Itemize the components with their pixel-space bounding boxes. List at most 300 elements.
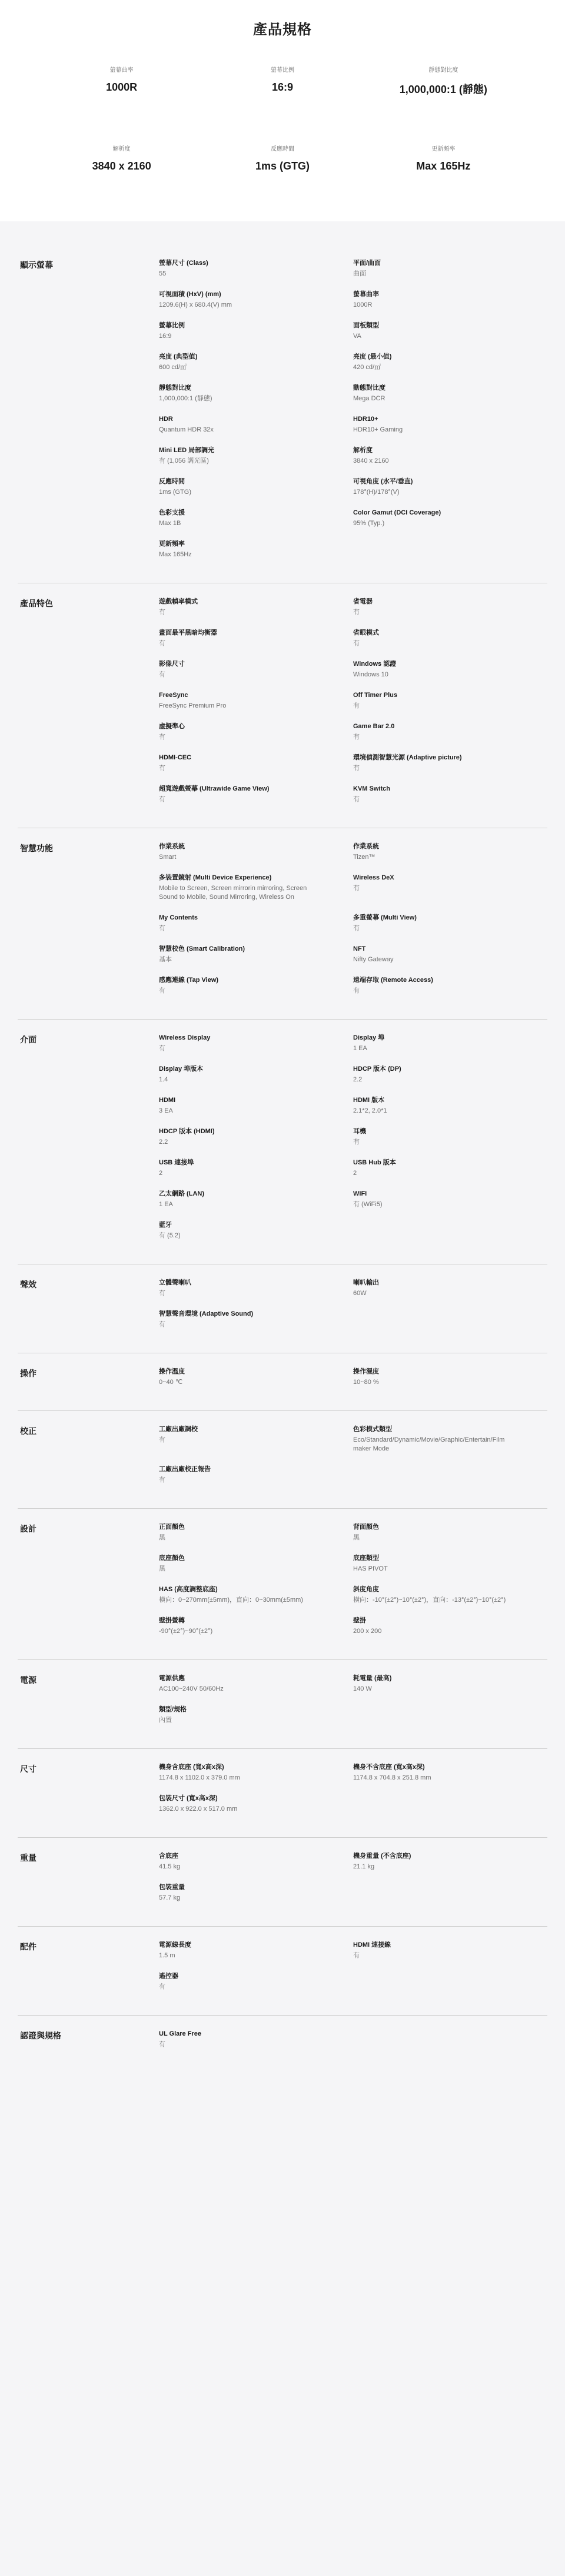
spec-label: 反應時間 (159, 478, 185, 485)
spec-value: 有 (353, 925, 360, 932)
spec-item (353, 722, 547, 742)
spec-value: Mobile to Screen, Screen mirrorin mirroring, Screen Sound to Mobile, Sound Mirroring, Wireless On (159, 885, 307, 901)
spec-label: 機身含底座 (寬x高x深) (159, 1764, 224, 1771)
spec-item (353, 785, 547, 804)
highlight-item (202, 144, 363, 172)
spec-item (353, 1158, 547, 1178)
spec-item (159, 477, 353, 497)
spec-label: 虛擬準心 (159, 723, 185, 730)
spec-label: 動態對比度 (353, 384, 385, 391)
spec-item (159, 1279, 353, 1298)
spec-item (159, 945, 353, 964)
spec-value: 1174.8 x 704.8 x 251.8 mm (353, 1774, 431, 1781)
spec-item (353, 1674, 547, 1694)
section-title: 認證與規格 (20, 2031, 61, 2040)
spec-value: 2.2 (353, 1076, 363, 1083)
spec-item (159, 874, 353, 902)
spec-label: 色彩支援 (159, 509, 185, 516)
spec-item (159, 1425, 353, 1453)
spec-value: 有 (159, 640, 165, 647)
spec-item (159, 1794, 353, 1814)
spec-item (353, 629, 547, 648)
spec-item (159, 1616, 353, 1636)
spec-label: HDMI 版本 (353, 1097, 385, 1104)
spec-label: Off Timer Plus (353, 692, 397, 699)
highlight-item (41, 65, 202, 97)
section-items (159, 840, 547, 995)
spec-value: 有 (353, 733, 360, 741)
highlight-item (363, 65, 524, 97)
spec-label: 類型/規格 (159, 1706, 187, 1713)
spec-label: 作業系統 (353, 843, 379, 850)
spec-label: 省眼模式 (353, 629, 379, 636)
spec-value: 21.1 kg (353, 1863, 375, 1870)
spec-item (159, 290, 353, 310)
spec-item (353, 842, 547, 862)
highlights-grid (41, 65, 524, 172)
spec-value: 有 (159, 733, 165, 741)
spec-value: 橫向：-10°(±2°)~10°(±2°)，直向：-13°(±2°)~10°(±2°) (353, 1596, 506, 1604)
highlight-value: 1000R (106, 81, 138, 93)
spec-label: 壁掛螢轉 (159, 1617, 185, 1624)
spec-value: AC100~240V 50/60Hz (159, 1685, 224, 1692)
spec-item (353, 415, 547, 434)
spec-item (159, 1972, 353, 1991)
spec-item (159, 1034, 353, 1053)
spec-label: 耳機 (353, 1128, 366, 1135)
spec-item (353, 321, 547, 341)
spec-item (353, 1763, 547, 1782)
section-items (159, 1761, 547, 1814)
spec-label: 底座顏色 (159, 1555, 185, 1562)
spec-item (353, 1425, 547, 1453)
spec-label: 多裝置鏡射 (Multi Device Experience) (159, 874, 272, 881)
spec-value: 有 (353, 885, 360, 892)
spec-label: 耗電量 (最高) (353, 1675, 392, 1682)
spec-label: 操作溫度 (159, 1368, 185, 1375)
spec-value: 200 x 200 (353, 1628, 382, 1635)
spec-value: 600 cd/㎡ (159, 364, 187, 371)
section-title: 操作 (20, 1369, 36, 1378)
spec-item (159, 1367, 353, 1387)
spec-item (353, 874, 547, 902)
spec-label: Color Gamut (DCI Coverage) (353, 509, 441, 516)
spec-item (353, 1941, 547, 1960)
spec-value: 基本 (159, 956, 172, 963)
spec-value: 3840 x 2160 (353, 457, 389, 464)
spec-value: 2.2 (159, 1138, 168, 1146)
spec-item (159, 2030, 353, 2049)
spec-value: HDR10+ Gaming (353, 426, 403, 433)
spec-value: FreeSync Premium Pro (159, 702, 227, 709)
spec-value: Windows 10 (353, 671, 388, 678)
spec-label: USB 連接埠 (159, 1159, 194, 1166)
spec-value: 2 (353, 1170, 357, 1177)
spec-value: 有 (353, 1138, 360, 1146)
spec-label: 壁掛 (353, 1617, 366, 1624)
spec-value: 有 (159, 671, 165, 678)
spec-value: 1.4 (159, 1076, 168, 1083)
spec-label: 多重螢幕 (Multi View) (353, 914, 417, 921)
spec-value: 1,000,000:1 (靜態) (159, 395, 212, 402)
spec-value: 140 W (353, 1685, 372, 1692)
spec-value: 有 (353, 1952, 360, 1959)
spec-item (159, 1310, 353, 1329)
spec-item (159, 1852, 353, 1871)
spec-label: 機身不含底座 (寬x高x深) (353, 1764, 425, 1771)
spec-value: 有 (159, 765, 165, 772)
spec-value: 95% (Typ.) (353, 520, 385, 527)
spec-value: 10~80 % (353, 1379, 379, 1386)
highlight-label: 解析度 (112, 146, 131, 152)
section-title: 電源 (20, 1675, 36, 1685)
spec-item (353, 597, 547, 617)
spec-value: Max 165Hz (159, 551, 192, 558)
spec-value: 60W (353, 1290, 367, 1297)
spec-item (353, 259, 547, 278)
spec-value: 有 (353, 640, 360, 647)
spec-value: Tizen™ (353, 854, 375, 861)
spec-label: HDR10+ (353, 416, 378, 423)
spec-label: KVM Switch (353, 785, 390, 792)
spec-label: WIFI (353, 1190, 367, 1197)
spec-item (353, 1190, 547, 1209)
spec-item (353, 1096, 547, 1116)
spec-item (353, 1616, 547, 1636)
spec-item (159, 1065, 353, 1084)
spec-label: 智慧聲音環境 (Adaptive Sound) (159, 1310, 254, 1317)
spec-label: 含底座 (159, 1853, 178, 1860)
spec-value: 有 (353, 702, 360, 709)
spec-item (353, 1554, 547, 1574)
spec-value: 1362.0 x 922.0 x 517.0 mm (159, 1805, 238, 1813)
spec-label: 亮度 (最小值) (353, 353, 392, 360)
spec-label: 作業系統 (159, 843, 185, 850)
spec-item (353, 1585, 547, 1605)
spec-value: Quantum HDR 32x (159, 426, 214, 433)
section-title: 產品特色 (20, 599, 53, 608)
spec-label: 喇叭輸出 (353, 1279, 379, 1286)
section-items (159, 1365, 547, 1387)
section-title: 校正 (20, 1426, 36, 1436)
spec-item (353, 477, 547, 497)
highlight-label: 靜態對比度 (428, 67, 458, 74)
spec-value: 16:9 (159, 333, 172, 340)
spec-label: HDCP 版本 (HDMI) (159, 1128, 215, 1135)
spec-value: Mega DCR (353, 395, 385, 402)
spec-value: 0~40 ℃ (159, 1379, 183, 1386)
spec-value: 有 (159, 2041, 165, 2048)
spec-label: 螢幕比例 (159, 322, 185, 329)
spec-item (159, 1190, 353, 1209)
spec-item (159, 691, 353, 711)
spec-item (159, 1554, 353, 1574)
spec-item (353, 1034, 547, 1053)
highlight-item (41, 144, 202, 172)
spec-label: HAS (高度調整底座) (159, 1586, 218, 1593)
spec-section (18, 245, 547, 583)
spec-label: 工廠出廠調校 (159, 1426, 198, 1433)
spec-item (353, 446, 547, 466)
spec-label: 電源供應 (159, 1675, 185, 1682)
spec-section (18, 1927, 547, 2016)
spec-value: 57.7 kg (159, 1894, 181, 1901)
spec-value: 有 (159, 1983, 165, 1990)
spec-item (159, 321, 353, 341)
spec-section (18, 583, 547, 828)
spec-item (159, 509, 353, 528)
section-items (159, 1423, 547, 1485)
highlight-label: 反應時間 (270, 146, 294, 152)
section-items (159, 1850, 547, 1903)
spec-item (159, 597, 353, 617)
spec-item (159, 540, 353, 559)
section-items (159, 1938, 547, 1991)
spec-item (353, 290, 547, 310)
spec-value: 黑 (159, 1534, 165, 1541)
spec-value: 3 EA (159, 1107, 173, 1114)
page-title: 產品規格 (253, 22, 312, 38)
spec-item (159, 415, 353, 434)
spec-label: Display 埠版本 (159, 1065, 204, 1073)
spec-value: 內置 (159, 1717, 172, 1724)
spec-value: HAS PIVOT (353, 1565, 388, 1572)
spec-label: Wireless DeX (353, 874, 394, 881)
spec-item (353, 353, 547, 372)
spec-item (159, 660, 353, 679)
spec-item (159, 1883, 353, 1903)
section-title: 顯示螢幕 (20, 260, 53, 270)
spec-item (353, 914, 547, 933)
spec-label: HDMI-CEC (159, 754, 191, 761)
spec-item (159, 1523, 353, 1542)
spec-value: VA (353, 333, 361, 340)
spec-label: 感應連線 (Tap View) (159, 977, 219, 984)
spec-value: 1 EA (159, 1201, 173, 1208)
highlight-value: 1,000,000:1 (靜態) (399, 84, 487, 95)
spec-value: 橫向：0~270mm(±5mm)，直向：0~30mm(±5mm) (159, 1596, 303, 1604)
spec-item (353, 691, 547, 711)
spec-item (353, 384, 547, 403)
spec-value: 有 (353, 796, 360, 803)
spec-item (353, 753, 547, 773)
spec-item (353, 1367, 547, 1387)
spec-value: 有 (159, 1321, 165, 1328)
spec-value: 有 (159, 925, 165, 932)
spec-label: Wireless Display (159, 1034, 211, 1041)
highlight-value: 16:9 (271, 81, 293, 93)
spec-item (159, 1221, 353, 1240)
specs-header (0, 0, 565, 221)
spec-label: 影像尺寸 (159, 660, 185, 668)
spec-label: 工廠出廠校正報告 (159, 1466, 211, 1473)
section-items (159, 1031, 547, 1240)
spec-section (18, 828, 547, 1020)
spec-label: 智慧校色 (Smart Calibration) (159, 945, 245, 952)
spec-item (353, 976, 547, 995)
spec-label: 靜態對比度 (159, 384, 191, 391)
spec-item (159, 842, 353, 862)
spec-label: 亮度 (典型值) (159, 353, 198, 360)
spec-value: -90°(±2°)~90°(±2°) (159, 1628, 213, 1635)
spec-item (159, 1158, 353, 1178)
highlight-value: Max 165Hz (416, 160, 471, 172)
section-title: 聲效 (20, 1280, 36, 1289)
spec-item (159, 1585, 353, 1605)
spec-label: 畫面最平黑暗均衡器 (159, 629, 217, 636)
spec-label: 超寬遊戲螢幕 (Ultrawide Game View) (159, 785, 270, 792)
spec-label: FreeSync (159, 692, 188, 699)
section-title: 介面 (20, 1035, 36, 1044)
spec-item (159, 976, 353, 995)
spec-label: 解析度 (353, 447, 373, 454)
spec-label: 面板類型 (353, 322, 379, 329)
spec-label: 省電器 (353, 598, 373, 605)
spec-value: 曲面 (353, 270, 366, 277)
spec-item (159, 1705, 353, 1725)
spec-item (159, 446, 353, 466)
spec-label: 背面顏色 (353, 1523, 379, 1531)
spec-value: 有 (159, 1045, 165, 1052)
spec-label: 立體聲喇叭 (159, 1279, 191, 1286)
spec-label: 正面顏色 (159, 1523, 185, 1531)
section-title: 重量 (20, 1853, 36, 1863)
section-items (159, 257, 547, 559)
spec-section (18, 2016, 547, 2073)
spec-item (353, 1065, 547, 1084)
spec-item (159, 259, 353, 278)
spec-label: 螢幕尺寸 (Class) (159, 260, 208, 267)
spec-label: Game Bar 2.0 (353, 723, 395, 730)
spec-label: 螢幕曲率 (353, 291, 379, 298)
spec-label: 包裝重量 (159, 1884, 185, 1891)
spec-value: 有 (WiFi5) (353, 1201, 383, 1208)
spec-label: 藍牙 (159, 1221, 172, 1229)
spec-item (353, 1127, 547, 1147)
spec-label: 電源線長度 (159, 1941, 191, 1948)
spec-item (159, 1763, 353, 1782)
highlight-item (363, 144, 524, 172)
spec-item (159, 353, 353, 372)
spec-value: 有 (159, 1436, 165, 1443)
section-title: 配件 (20, 1942, 36, 1951)
spec-label: UL Glare Free (159, 2030, 201, 2037)
spec-value: 1000R (353, 301, 373, 308)
spec-value: 有 (353, 765, 360, 772)
spec-label: Mini LED 局部調光 (159, 447, 215, 454)
spec-label: 操作濕度 (353, 1368, 379, 1375)
spec-label: 機身重量 (不含底座) (353, 1853, 411, 1860)
spec-value: Smart (159, 854, 177, 861)
spec-label: 斜度角度 (353, 1586, 379, 1593)
highlight-value: 3840 x 2160 (92, 160, 151, 172)
spec-section (18, 1353, 547, 1411)
spec-section (18, 1838, 547, 1927)
spec-section (18, 1749, 547, 1838)
spec-item (353, 1852, 547, 1871)
section-items (159, 1276, 547, 1329)
spec-value: 1ms (GTG) (159, 489, 191, 496)
section-items (159, 1672, 547, 1725)
specs-table (0, 221, 565, 2576)
spec-label: 遠端存取 (Remote Access) (353, 977, 433, 984)
spec-value: 55 (159, 270, 167, 277)
spec-label: HDMI 連接線 (353, 1941, 391, 1948)
spec-value: 有 (159, 796, 165, 803)
section-title: 尺寸 (20, 1764, 36, 1774)
spec-value: 有 (159, 987, 165, 994)
section-title: 智慧功能 (20, 844, 53, 853)
spec-value: 有 (159, 1476, 165, 1483)
highlight-item (202, 65, 363, 97)
spec-label: 包裝尺寸 (寬x高x深) (159, 1795, 218, 1802)
spec-label: 遊戲幀率模式 (159, 598, 198, 605)
spec-section (18, 1411, 547, 1509)
spec-value: Nifty Gateway (353, 956, 394, 963)
highlight-label: 螢幕比例 (270, 67, 294, 74)
spec-value: 2.1*2, 2.0*1 (353, 1107, 387, 1114)
spec-label: 色彩模式類型 (353, 1426, 392, 1433)
spec-label: NFT (353, 945, 366, 952)
spec-item (159, 384, 353, 403)
spec-item (159, 785, 353, 804)
spec-item (159, 1465, 353, 1485)
spec-value: 黑 (353, 1534, 360, 1541)
spec-label: 可視面積 (HxV) (mm) (159, 291, 221, 298)
spec-value: 2 (159, 1170, 163, 1177)
spec-label: 底座類型 (353, 1555, 379, 1562)
spec-item (353, 660, 547, 679)
spec-value: 有 (159, 1290, 165, 1297)
spec-value: 1174.8 x 1102.0 x 379.0 mm (159, 1774, 240, 1781)
spec-item (159, 1127, 353, 1147)
spec-value: 1.5 m (159, 1952, 175, 1959)
spec-label: HDR (159, 416, 173, 423)
spec-label: Windows 認證 (353, 660, 397, 668)
spec-label: 可視角度 (水平/垂直) (353, 478, 413, 485)
spec-item (159, 1674, 353, 1694)
spec-section (18, 1020, 547, 1264)
section-items (159, 2027, 547, 2049)
spec-value: 1209.6(H) x 680.4(V) mm (159, 301, 232, 308)
spec-label: 遙控器 (159, 1973, 178, 1980)
spec-value: 420 cd/㎡ (353, 364, 381, 371)
spec-label: 平面/曲面 (353, 260, 381, 267)
spec-section (18, 1509, 547, 1660)
spec-item (353, 1279, 547, 1298)
spec-item (159, 722, 353, 742)
spec-section (18, 1264, 547, 1353)
spec-item (353, 1523, 547, 1542)
section-items (159, 1521, 547, 1636)
spec-label: My Contents (159, 914, 198, 921)
spec-item (159, 753, 353, 773)
spec-label: 乙太網路 (LAN) (159, 1190, 204, 1197)
spec-label: 環境偵測智慧光源 (Adaptive picture) (353, 754, 462, 761)
spec-value: 有 (1,056 調光區) (159, 457, 209, 464)
spec-item (353, 945, 547, 964)
spec-item (159, 629, 353, 648)
spec-label: HDMI (159, 1097, 176, 1104)
spec-value: 41.5 kg (159, 1863, 181, 1870)
spec-value: 178°(H)/178°(V) (353, 489, 400, 496)
spec-label: HDCP 版本 (DP) (353, 1065, 401, 1073)
spec-value: Max 1B (159, 520, 181, 527)
spec-value: 有 (5.2) (159, 1232, 181, 1239)
highlight-label: 更新頻率 (431, 146, 456, 152)
spec-value: Eco/Standard/Dynamic/Movie/Graphic/Entertain/Film maker Mode (353, 1436, 505, 1452)
spec-value: 有 (159, 609, 165, 616)
